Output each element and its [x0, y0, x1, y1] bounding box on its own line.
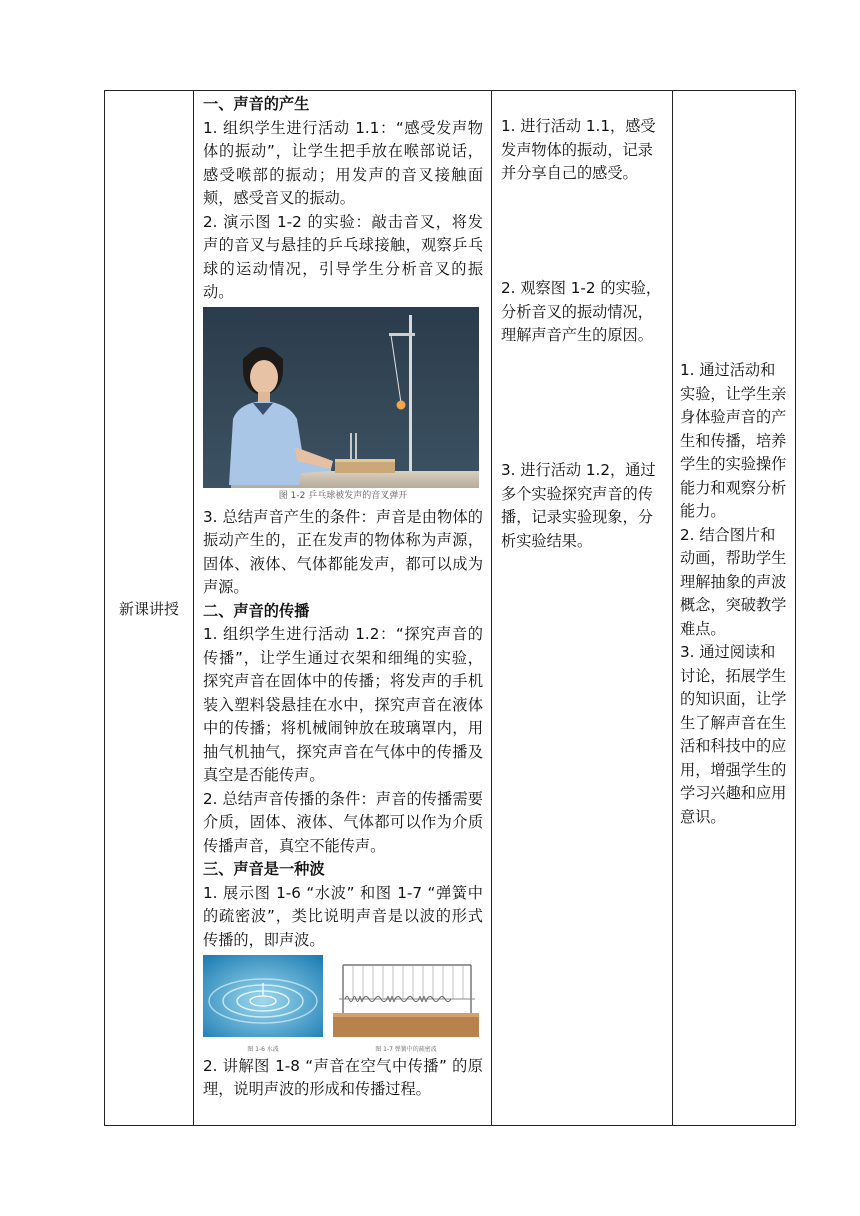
- water-wave-photo: [203, 955, 323, 1037]
- water-wave-figure: [203, 955, 323, 1055]
- lesson-table: [104, 90, 796, 1126]
- design-intent-2: 2. 结合图片和动画，帮助学生理解抽象的声波概念，突破教学难点。: [680, 525, 787, 638]
- paragraph: 1. 展示图 1-6 “水波” 和图 1-7 “弹簧中的疏密波”，类比说明声音是以波的形式传播的，即声波。: [203, 883, 483, 949]
- tuning-fork-photo: [203, 307, 479, 488]
- design-intent-3: 3. 通过阅读和讨论，拓展学生的知识面，让学生了解声音在生活和科技中的应用，增强学生的学习兴趣和应用意识。: [680, 643, 787, 826]
- paragraph: 1. 组织学生进行活动 1.1：“感受发声物体的振动”，让学生把手放在喉部说话，感受喉部的振动；用发声的音叉接触面颊，感受音叉的振动。: [203, 118, 483, 207]
- paragraph: 2. 总结声音传播的条件：声音的传播需要介质，固体、液体、气体都可以作为介质传播声音，真空不能传声。: [203, 789, 483, 855]
- figure-caption: 图 1-6 水波: [247, 1045, 279, 1053]
- student-activity-cell: [492, 91, 673, 1126]
- design-intent-cell: [673, 91, 796, 1126]
- stage-label: 新课讲授: [118, 599, 179, 618]
- student-activity-1: 1. 进行活动 1.1，感受发声物体的振动，记录并分享自己的感受。: [501, 117, 656, 182]
- teacher-activity-cell: [194, 91, 492, 1126]
- spring-wave-figure: [333, 955, 479, 1055]
- paragraph: 3. 总结声音产生的条件：声音是由物体的振动产生的，正在发声的物体称为声源，固体、液体、气体都能发声，都可以成为声源。: [203, 507, 483, 596]
- stage-cell: [105, 91, 194, 1126]
- student-activity-2: 2. 观察图 1-2 的实验，分析音叉的振动情况，理解声音产生的原因。: [501, 279, 662, 344]
- paragraph: 2. 演示图 1-2 的实验：敲击音叉，将发声的音叉与悬挂的乒乓球接触，观察乒乓球的运动情况，引导学生分析音叉的振动。: [203, 212, 483, 301]
- section-heading-wave: 三、声音是一种波: [203, 860, 325, 878]
- section-heading-production: 一、声音的产生: [203, 95, 310, 113]
- tuning-fork-figure: [203, 307, 479, 488]
- figure-caption: 图 1-7 弹簧中的疏密波: [375, 1045, 437, 1053]
- student-activity-3: 3. 进行活动 1.2，通过多个实验探究声音的传播，记录实验现象，分析实验结果。: [501, 461, 656, 550]
- paragraph: 2. 讲解图 1-8 “声音在空气中传播” 的原理，说明声波的形成和传播过程。: [203, 1056, 483, 1098]
- paragraph: 1. 组织学生进行活动 1.2：“探究声音的传播”，让学生通过衣架和细绳的实验，探究声音在固体中的传播；将发声的手机装入塑料袋悬挂在水中，探究声音在液体中的传播；将机械闹钟放在玻璃罩内，用抽气机抽气，探究声音在气体中的传播及真空是否能传声。: [203, 625, 483, 784]
- spring-wave-photo: [333, 955, 479, 1037]
- design-intent-1: 1. 通过活动和实验，让学生亲身体验声音的产生和传播，培养学生的实验操作能力和观察分析能力。: [680, 361, 787, 520]
- figure-caption: 图 1-2 乒乓球被发声的音叉弹开: [278, 490, 408, 501]
- section-heading-propagation: 二、声音的传播: [203, 601, 310, 620]
- wave-figures: [203, 955, 479, 1055]
